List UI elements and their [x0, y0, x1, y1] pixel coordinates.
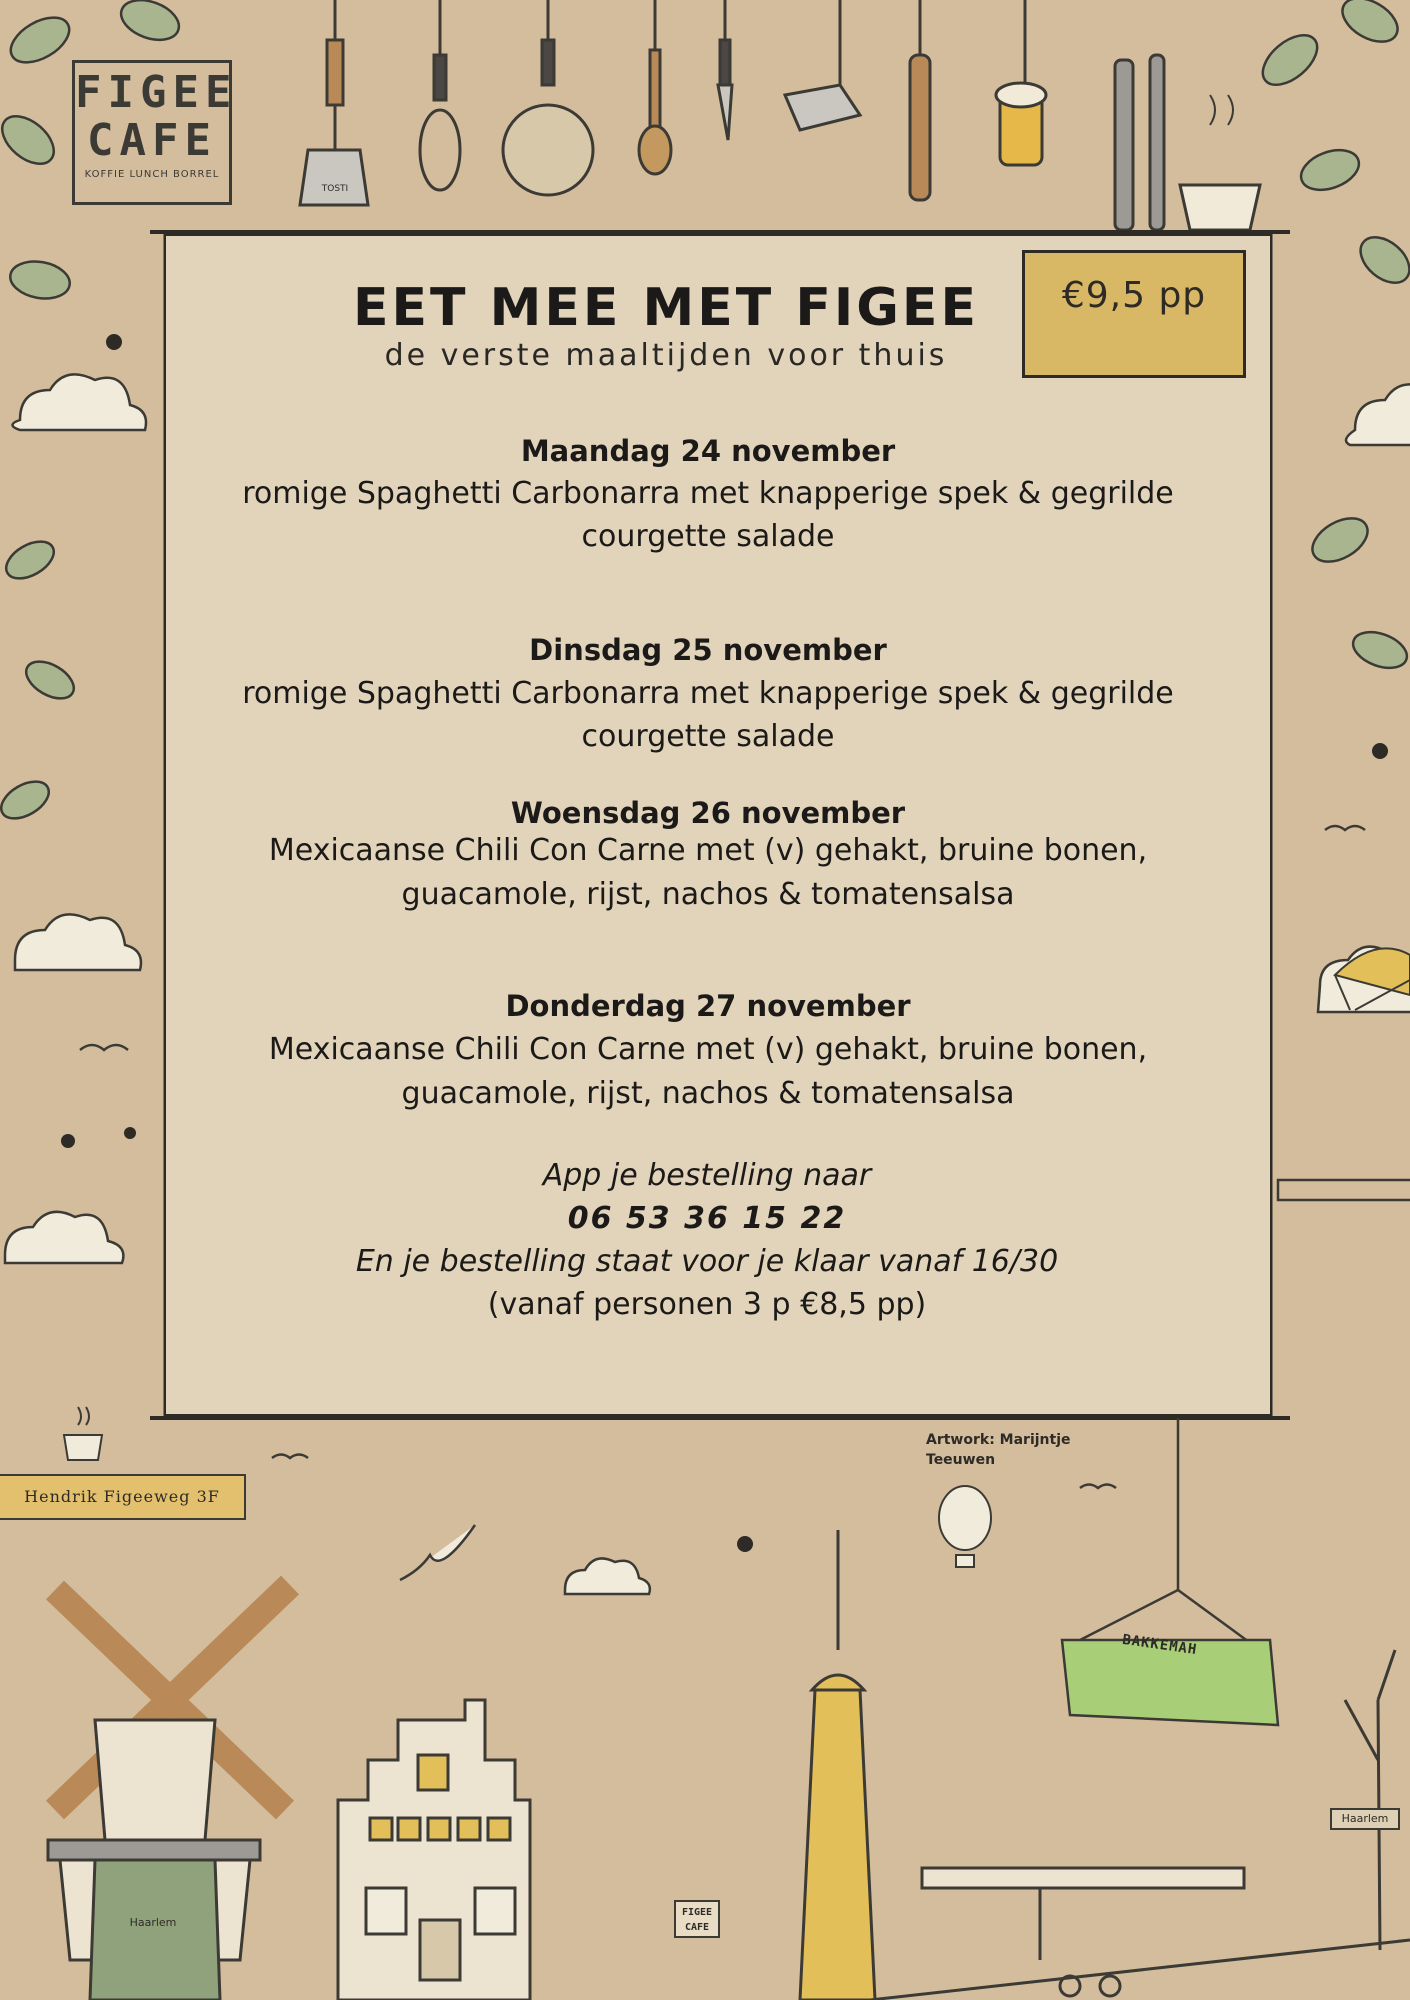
- order-intro: App je bestelling naar: [542, 1158, 872, 1193]
- page-title: EET MEE MET FIGEE: [353, 278, 979, 338]
- dish-line: guacamole, rijst, nachos & tomatensalsa: [401, 877, 1015, 912]
- address-sign: Hendrik Figeeweg 3F: [0, 1474, 246, 1520]
- tower-decoration: [800, 1530, 875, 2000]
- price-badge: €9,5 pp: [1022, 250, 1246, 378]
- day-heading-maandag: Maandag 24 november: [520, 434, 896, 468]
- haarlem-sign: Haarlem: [1330, 1808, 1400, 1830]
- day-heading-woensdag: Woensdag 26 november: [510, 796, 906, 830]
- bridge-decoration: [870, 1868, 1410, 2000]
- windmill-label: Haarlem: [129, 1916, 177, 1929]
- dish-line: guacamole, rijst, nachos & tomatensalsa: [401, 1076, 1015, 1111]
- dish-line: courgette salade: [581, 719, 835, 754]
- small-cafe-sign: [674, 1900, 720, 1938]
- tosti-label: TOSTI: [321, 184, 349, 194]
- dish-line: Mexicaanse Chili Con Carne met (v) gehakt, bruine bonen,: [268, 833, 1148, 868]
- pickup-info: En je bestelling staat voor je klaar vanaf 16/30: [355, 1244, 1059, 1279]
- container-label: BAKKEMAH: [1121, 1631, 1199, 1659]
- dish-line: Mexicaanse Chili Con Carne met (v) gehakt, bruine bonen,: [268, 1032, 1148, 1067]
- page-subtitle: de verste maaltijden voor thuis: [384, 338, 948, 373]
- group-price-info: (vanaf personen 3 p €8,5 pp): [487, 1287, 927, 1322]
- coffee-cup-decoration: [64, 1407, 102, 1460]
- small-cafe-line: CAFE: [684, 1922, 710, 1933]
- hanging-utensils: [300, 0, 1260, 230]
- windmill-decoration: [48, 1585, 290, 2000]
- tree-decoration: [1345, 1650, 1395, 1950]
- logo-tagline: KOFFIE LUNCH BORREL: [84, 169, 220, 180]
- artwork-credit: [926, 1430, 1086, 1470]
- building-decoration: [338, 1700, 530, 2000]
- phone-number: 06 53 36 15 22: [567, 1201, 847, 1236]
- dish-line: romige Spaghetti Carbonarra met knapperige spek & gegrilde: [242, 676, 1174, 711]
- dish-line: romige Spaghetti Carbonarra met knapperige spek & gegrilde: [242, 476, 1174, 511]
- dish-line: courgette salade: [581, 519, 835, 554]
- day-heading-dinsdag: Dinsdag 25 november: [529, 633, 887, 667]
- cafe-logo: [72, 60, 238, 205]
- credit-line: Teeuwen: [926, 1452, 996, 1468]
- logo-word-figee: FIGEE: [75, 67, 238, 118]
- credit-line: Artwork: Marijntje: [926, 1432, 1071, 1448]
- logo-word-cafe: CAFE: [87, 115, 217, 166]
- day-heading-donderdag: Donderdag 27 november: [505, 989, 911, 1023]
- small-cafe-line: FIGEE: [681, 1907, 713, 1918]
- balloon-decoration: [939, 1486, 991, 1567]
